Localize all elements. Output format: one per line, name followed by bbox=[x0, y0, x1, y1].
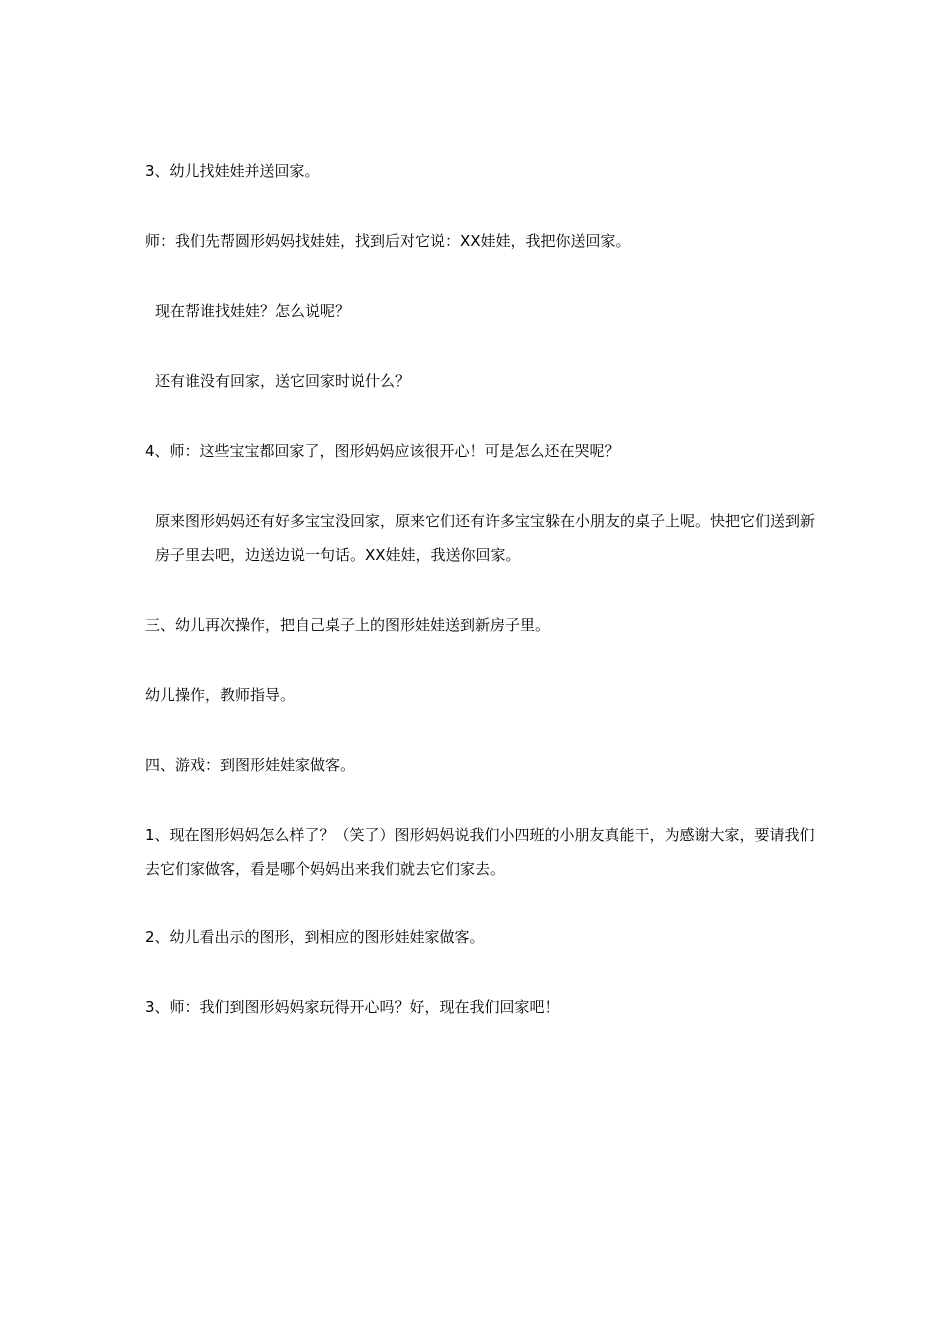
paragraph-who-not-home: 还有谁没有回家，送它回家时说什么？ bbox=[155, 372, 411, 390]
paragraph-more-babies: 原来图形妈妈还有好多宝宝没回家，原来它们还有许多宝宝躲在小朋友的桌子上呢。快把它们送到新房子里去吧，边送边说一句话。XX娃娃，我送你回家。 bbox=[155, 512, 816, 564]
paragraph-step-3-find-dolls: 3、幼儿找娃娃并送回家。 bbox=[145, 162, 320, 180]
paragraph-step-2-shapes: 2、幼儿看出示的图形，到相应的图形娃娃家做客。 bbox=[145, 928, 485, 946]
paragraph-section-four-game: 四、游戏：到图形娃娃家做客。 bbox=[145, 756, 356, 774]
paragraph-step-4-crying: 4、师：这些宝宝都回家了，图形妈妈应该很开心！可是怎么还在哭呢？ bbox=[145, 442, 620, 460]
paragraph-who-next: 现在帮谁找娃娃？怎么说呢？ bbox=[155, 302, 351, 320]
paragraph-step-1-visit: 1、现在图形妈妈怎么样了？（笑了）图形妈妈说我们小四班的小朋友真能干，为感谢大家，要请我们去它们家做客，看是哪个妈妈出来我们就去它们家去。 bbox=[145, 826, 815, 878]
paragraph-children-operate: 幼儿操作，教师指导。 bbox=[145, 686, 296, 704]
paragraph-section-three: 三、幼儿再次操作，把自己桌子上的图形娃娃送到新房子里。 bbox=[145, 616, 551, 634]
paragraph-teacher-round-mother: 师：我们先帮圆形妈妈找娃娃，找到后对它说：XX娃娃，我把你送回家。 bbox=[145, 232, 631, 250]
paragraph-step-3-go-home: 3、师：我们到图形妈妈家玩得开心吗？好，现在我们回家吧！ bbox=[145, 998, 560, 1016]
